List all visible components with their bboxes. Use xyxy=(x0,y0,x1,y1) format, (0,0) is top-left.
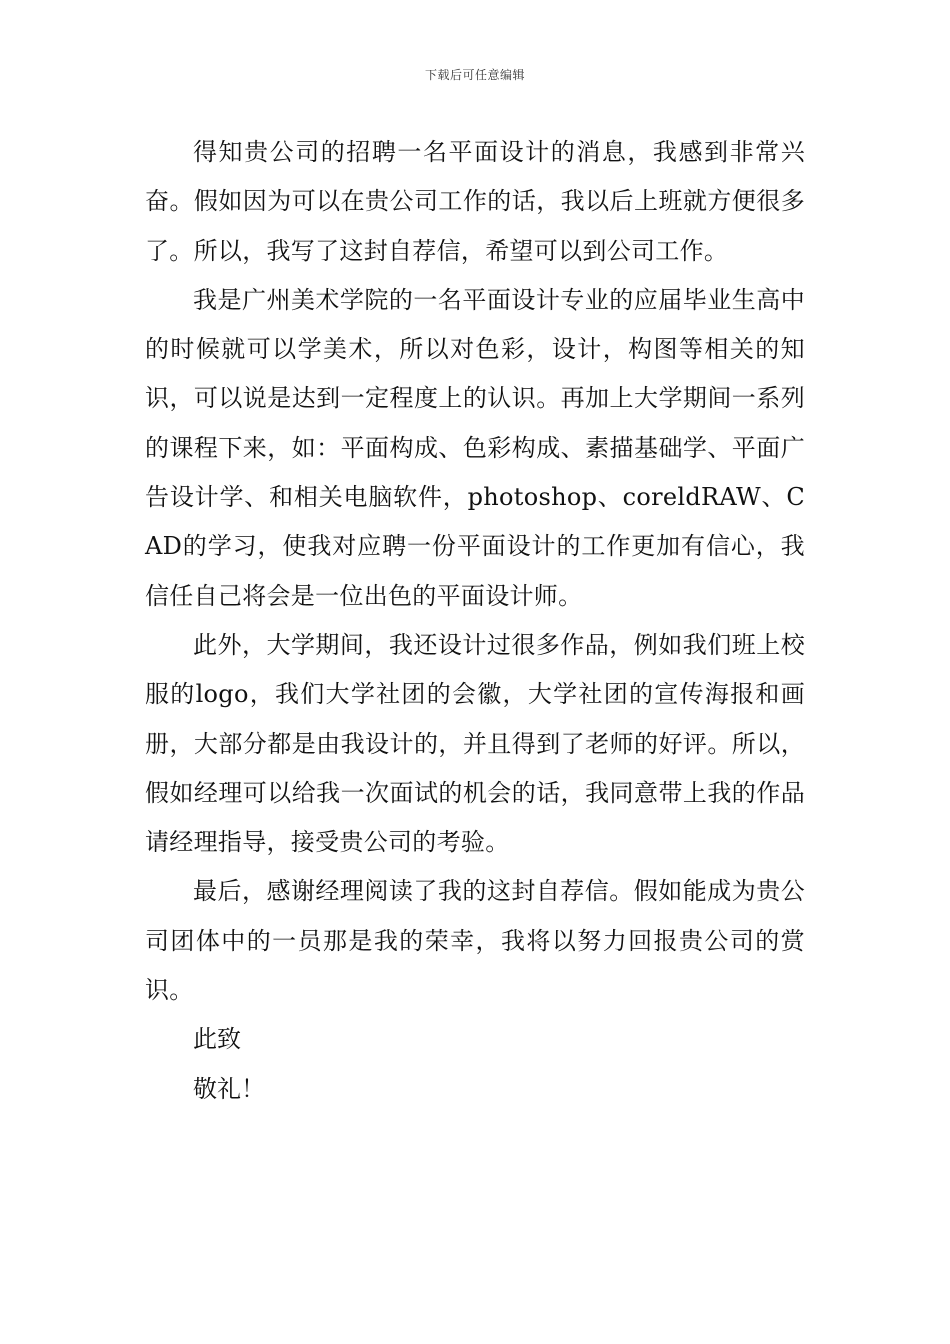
page-header: 下载后可任意编辑 xyxy=(424,68,525,82)
paragraph-works: 此外，大学期间，我还设计过很多作品，例如我们班上校服的logo，我们大学社团的会徽，大学社团的宣传海报和画册，大部分都是由我设计的，并且得到了老师的好评。所以，假如经理可以给我一次面试的机会的话，我同意带上我的作品请经理指导，接受贵公司的考验。 xyxy=(145,630,805,857)
closing-salutation: 此致 xyxy=(193,1025,241,1054)
paragraph-conclusion: 最后，感谢经理阅读了我的这封自荐信。假如能成为贵公司团体中的一员那是我的荣幸，我将以努力回报贵公司的赏识。 xyxy=(145,877,805,1005)
paragraph-intro: 得知贵公司的招聘一名平面设计的消息，我感到非常兴奋。假如因为可以在贵公司工作的话，我以后上班就方便很多了。所以，我写了这封自荐信，希望可以到公司工作。 xyxy=(145,138,805,265)
closing-regards: 敬礼！ xyxy=(193,1074,265,1103)
letter-body xyxy=(145,128,805,1114)
paragraph-education: 我是广州美术学院的一名平面设计专业的应届毕业生高中的时候就可以学美术，所以对色彩，设计，构图等相关的知识，可以说是达到一定程度上的认识。再加上大学期间一系列的课程下来，如：平面构成、色彩构成、素描基础学、平面广告设计学、和相关电脑软件，photoshop、coreldRAW、CAD的学习，使我对应聘一份平面设计的工作更加有信心，我信任自己将会是一位出色的平面设计师。 xyxy=(145,285,805,610)
